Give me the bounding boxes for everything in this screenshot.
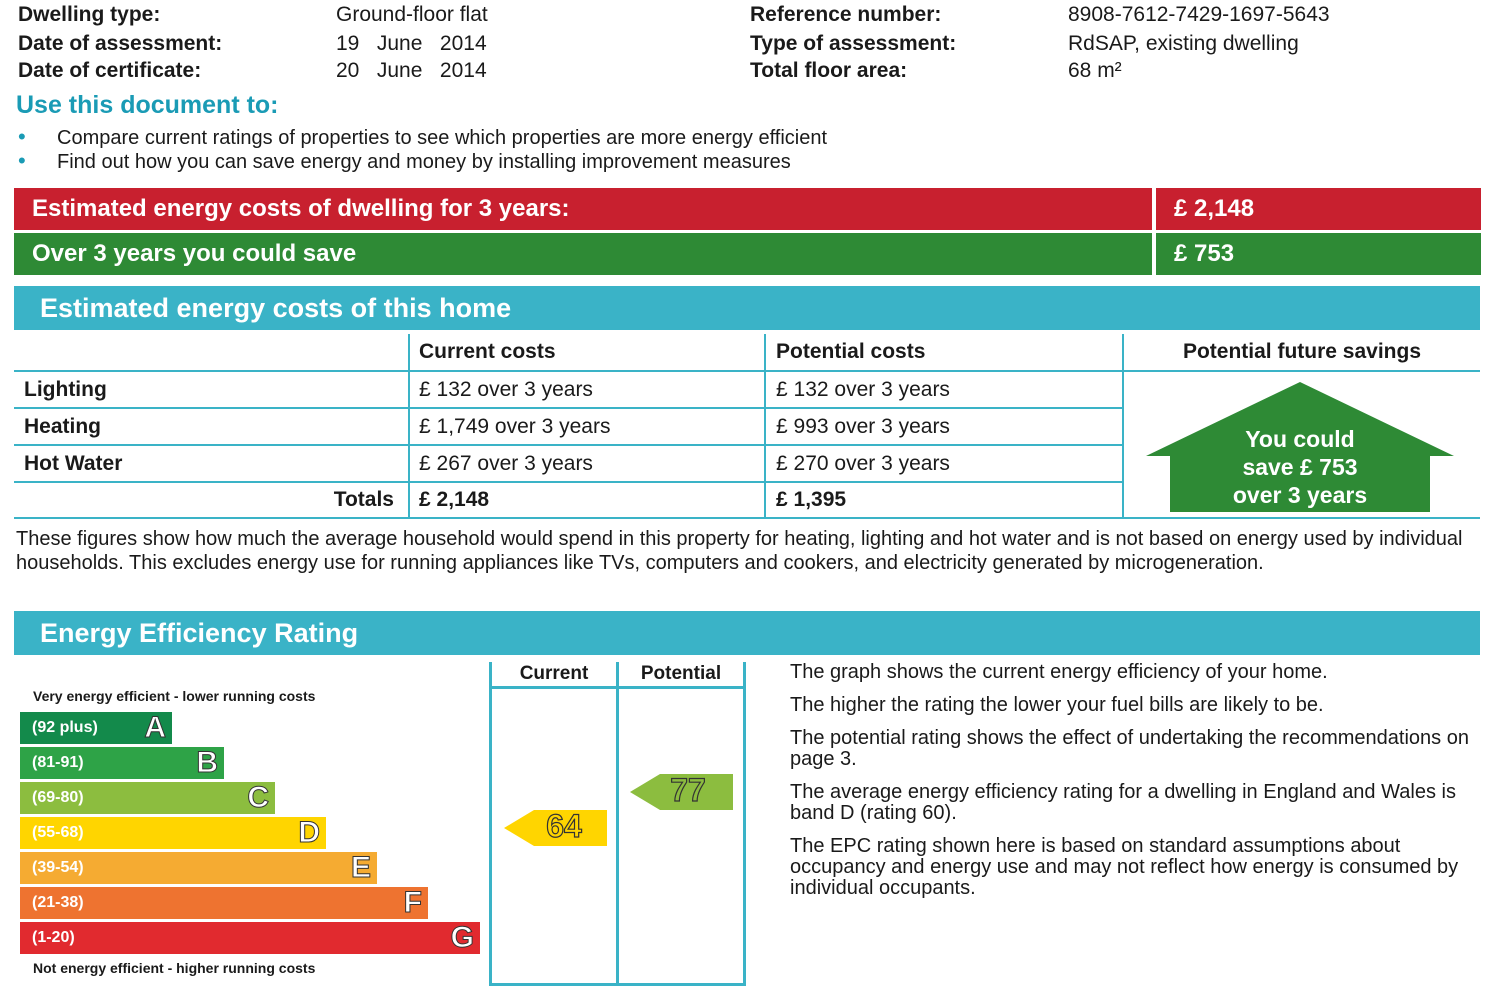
- col-potential-costs: Potential costs: [776, 340, 926, 363]
- explanation-2: The higher the rating the lower your fuel bills are likely to be.: [790, 694, 1324, 716]
- totals-label: Totals: [333, 488, 394, 511]
- estimated-costs-value: £ 2,148: [1156, 188, 1481, 230]
- table-divider: [408, 334, 410, 518]
- explanation-1: The graph shows the current energy efficiency of your home.: [790, 661, 1328, 683]
- table-divider: [14, 517, 1480, 519]
- table-divider: [14, 370, 1480, 372]
- explanation-3: The potential rating shows the effect of undertaking the recommendations on page 3.: [790, 727, 1469, 770]
- totals-potential: £ 1,395: [776, 488, 847, 511]
- dwelling-type-value: Ground-floor flat: [336, 3, 488, 26]
- rating-band-b: [20, 747, 224, 779]
- assessment-type-value: RdSAP, existing dwelling: [1068, 32, 1299, 55]
- rating-col-line: [616, 662, 619, 986]
- rating-band-letter: A: [144, 711, 166, 744]
- rating-top-caption: Very energy efficient - lower running costs: [33, 688, 316, 704]
- costs-note: These figures show how much the average household would spend in this property for heating, lighting and hot water and is not based on energy used by individual households. This excludes energy use for running appliances like TVs, computers and cookers, and electricity generated by microgeneration.: [16, 528, 1463, 574]
- costs-section-title: Estimated energy costs of this home: [14, 286, 1480, 330]
- rating-band-f: [20, 887, 428, 919]
- rating-band-letter: C: [247, 781, 269, 814]
- rating-band-g: [20, 922, 480, 954]
- rating-band-letter: G: [450, 921, 474, 954]
- use-bullet-2: Find out how you can save energy and money by installing improvement measures: [57, 151, 791, 173]
- save-value: £ 753: [1156, 233, 1481, 275]
- dwelling-type-label: Dwelling type:: [18, 3, 161, 26]
- rating-band-letter: F: [403, 886, 422, 919]
- col-potential-rating: Potential: [640, 663, 722, 684]
- row-label-heating: Heating: [24, 414, 102, 438]
- floor-area-value: 68 m²: [1068, 59, 1122, 82]
- rating-band-range: (92 plus): [32, 719, 98, 736]
- table-divider: [764, 334, 766, 518]
- rating-band-letter: D: [298, 816, 320, 849]
- rating-col-line: [489, 662, 492, 986]
- row-potential-heating: £ 993 over 3 years: [776, 414, 950, 438]
- date-assessment-label: Date of assessment:: [18, 32, 223, 55]
- rating-band-d: [20, 817, 326, 849]
- estimated-costs-bar: Estimated energy costs of dwelling for 3 years:: [14, 188, 1152, 230]
- date-assessment-value: 19 June 2014: [336, 32, 487, 55]
- date-certificate-label: Date of certificate:: [18, 59, 202, 82]
- potential-rating-value: 77: [670, 772, 706, 808]
- table-divider: [14, 481, 1122, 483]
- rating-section-title: Energy Efficiency Rating: [14, 611, 1480, 655]
- savings-line-1: You could: [1245, 426, 1355, 452]
- reference-label: Reference number:: [750, 3, 942, 26]
- row-current-heating: £ 1,749 over 3 years: [419, 414, 611, 438]
- row-current-lighting: £ 132 over 3 years: [419, 377, 593, 401]
- rating-bottom-caption: Not energy efficient - higher running costs: [33, 960, 316, 976]
- savings-house-text: [1170, 425, 1430, 509]
- col-current-costs: Current costs: [419, 340, 556, 363]
- totals-current: £ 2,148: [419, 488, 490, 511]
- explanation-4: The average energy efficiency rating for a dwelling in England and Wales is band D (rating 60).: [790, 781, 1456, 824]
- row-label-hot-water: Hot Water: [24, 451, 123, 475]
- rating-band-c: [20, 782, 275, 814]
- rating-band-letter: B: [196, 746, 218, 779]
- row-potential-hot-water: £ 270 over 3 years: [776, 451, 950, 475]
- save-bar: Over 3 years you could save: [14, 233, 1152, 275]
- use-document-title: Use this document to:: [16, 91, 279, 119]
- row-label-lighting: Lighting: [24, 377, 107, 401]
- date-certificate-value: 20 June 2014: [336, 59, 487, 82]
- col-current-rating: Current: [519, 663, 589, 684]
- explanation-5: The EPC rating shown here is based on standard assumptions about occupancy and energy use and may not reflect how energy is consumed by individual occupants.: [790, 835, 1459, 899]
- rating-band-range: (39-54): [32, 859, 84, 876]
- bullet-dot: •: [18, 148, 26, 173]
- rating-explanations: [790, 662, 1480, 899]
- assessment-type-label: Type of assessment:: [750, 32, 957, 55]
- rating-band-range: (55-68): [32, 824, 84, 841]
- rating-band-letter: E: [350, 851, 371, 884]
- rating-col-line: [489, 686, 746, 689]
- savings-line-2: save £ 753: [1242, 454, 1358, 480]
- rating-band-range: (1-20): [32, 929, 75, 946]
- rating-bands: [20, 712, 480, 957]
- rating-col-line: [743, 662, 746, 986]
- rating-band-range: (21-38): [32, 894, 84, 911]
- current-rating-value: 64: [546, 808, 582, 844]
- bullet-dot: •: [18, 124, 26, 149]
- row-potential-lighting: £ 132 over 3 years: [776, 377, 950, 401]
- floor-area-label: Total floor area:: [750, 59, 908, 82]
- use-bullet-1: Compare current ratings of properties to see which properties are more energy efficient: [57, 127, 828, 149]
- col-future-savings: Potential future savings: [1182, 340, 1422, 363]
- savings-line-3: over 3 years: [1232, 482, 1368, 508]
- rating-band-range: (81-91): [32, 754, 84, 771]
- reference-value: 8908-7612-7429-1697-5643: [1068, 3, 1330, 26]
- rating-col-line: [489, 983, 746, 986]
- rating-band-e: [20, 852, 377, 884]
- rating-band-range: (69-80): [32, 789, 84, 806]
- row-current-hot-water: £ 267 over 3 years: [419, 451, 593, 475]
- rating-band-a: [20, 712, 172, 744]
